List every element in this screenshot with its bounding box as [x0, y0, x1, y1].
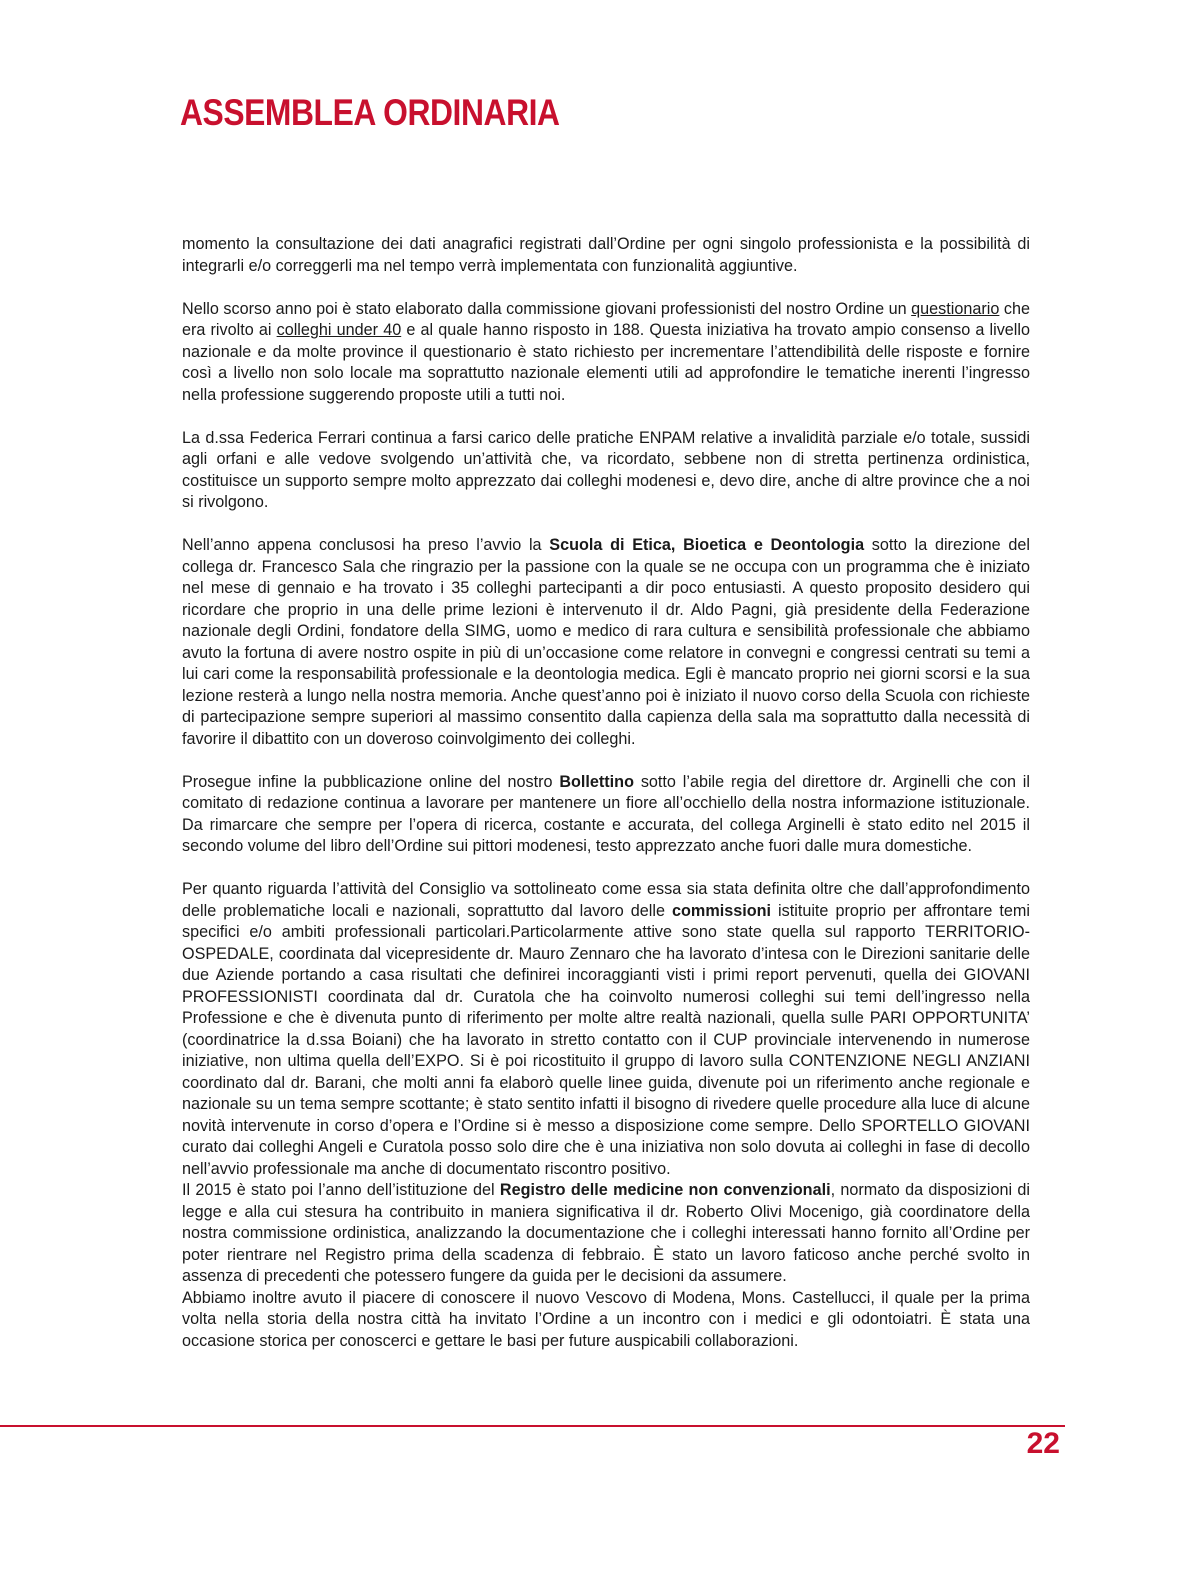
paragraph-commissioni: Per quanto riguarda l’attività del Consiglio va sottolineato come essa sia stata definita oltre che dall’approfondimento delle problematiche locali e nazionali, soprattutto dal lavoro delle commissioni istituite proprio per affrontare temi specifici e/o ambiti professionali particolari.Particolarmente attive sono state quella sul rapporto TERRITORIO-OSPEDALE, coordinata dal vicepresidente dr. Mauro Zennaro che ha lavorato d’intesa con le Direzioni sanitarie delle due Aziende portando a casa risultati che definirei incoraggianti visti i primi report pervenuti, quella dei GIOVANI PROFESSIONISTI coordinata dal dr. Curatola che ha coinvolto numerosi colleghi sui temi dell’ingresso nella Professione e che è divenuta punto di riferimento per molte altre realtà nazionali, quella sulle PARI OPPORTUNITA’ (coordinatrice la d.ssa Boiani) che ha lavorato in stretto contatto con il CUP provinciale intervenendo in numerose iniziative, non ultima quella dell’EXPO. Si è poi ricostituito il gruppo di lavoro sulla CONTENZIONE NEGLI ANZIANI coordinato dal dr. Barani, che molti anni fa elaborò quelle linee guida, divenute poi un riferimento anche regionale e nazionale su un tema sempre scottante; è stato sentito infatti il bisogno di rivedere quelle procedure alla luce di alcune novità intervenute in corso d’opera e l’Ordine si è messo a disposizione come sempre. Dello SPORTELLO GIOVANI curato dai colleghi Angeli e Curatola posso solo dire che è una iniziativa non solo dovuta ai colleghi in fase di decollo nell’avvio professionale ma anche di documentato riscontro positivo. [182, 880, 1030, 1178]
footer-divider [0, 1425, 1065, 1427]
bollettino-title: Bollettino [559, 772, 634, 791]
registro-title: Registro delle medicine non convenzionali [499, 1181, 831, 1199]
page-title: ASSEMBLEA ORDINARIA [180, 92, 560, 133]
paragraph-questionario: Nello scorso anno poi è stato elaborato dalla commissione giovani professionisti del nostro Ordine un questionario che era rivolto ai colleghi under 40 e al quale hanno risposto in 188. Questa iniziativa ha trovato ampio consenso a livello nazionale e da molte province il questionario è stato richiesto per incrementare l’attendibilità delle risposte e fornire così a livello non solo locale ma soprattutto nazionale elementi utili ad approfondire le tematiche inerenti l’ingresso nella professione suggerendo proposte utili a tutti noi. [182, 299, 1030, 404]
paragraph-registro: Il 2015 è stato poi l’anno dell’istituzione del Registro delle medicine non convenzionali, normato da disposizioni di legge e alla cui stesura ha contribuito in maniera significativa il dr. Roberto Olivi Mocenigo, già coordinatore della nostra commissione ordinistica, analizzando la documentazione che i colleghi interessati hanno fornito all’Ordine per poter rientrare nel Registro prima della scadenza di febbraio. È stato un lavoro faticoso anche perché svolto in assenza di precedenti che potessero fungere da guida per le decisioni da assumere. [182, 1181, 1030, 1285]
paragraph-bollettino: Prosegue infine la pubblicazione online del nostro Bollettino sotto l’abile regia del direttore dr. Arginelli che con il comitato di redazione continua a lavorare per mantenere un fiore all’occhiello della nostra informazione istituzionale. Da rimarcare che sempre per l’opera di ricerca, costante e accurata, del collega Arginelli è stato edito nel 2015 il secondo volume del libro dell’Ordine sui pittori modenesi, testo apprezzato anche fuori dalle mura domestiche. [182, 772, 1030, 855]
colleghi-under-40-link[interactable]: colleghi under 40 [276, 321, 402, 339]
commissioni-title: commissioni [672, 901, 771, 920]
article-body [182, 234, 1030, 1352]
paragraph-enpam: La d.ssa Federica Ferrari continua a farsi carico delle pratiche ENPAM relative a invalidità parziale e/o totale, sussidi agli orfani e alle vedove svolgendo un’attività che, va ricordato, sebbene non di stretta pertinenza ordinistica, costituisce un supporto sempre molto apprezzato dai colleghi modenesi e, devo dire, anche di altre province che a noi si rivolgono. [182, 428, 1030, 511]
paragraph-vescovo: Abbiamo inoltre avuto il piacere di conoscere il nuovo Vescovo di Modena, Mons. Castellucci, il quale per la prima volta nella storia della nostra città ha invitato l’Ordine a un incontro con i medici e gli odontoiatri. È stata una occasione storica per conoscerci e gettare le basi per future auspicabili collaborazioni. [182, 1288, 1030, 1350]
scuola-etica-title: Scuola di Etica, Bioetica e Deontologia [549, 536, 865, 554]
paragraph-anagrafe: momento la consultazione dei dati anagrafici registrati dall’Ordine per ogni singolo professionista e la possibilità di integrarli e/o correggerli ma nel tempo verrà implementata con funzionalità aggiuntive. [182, 235, 1030, 275]
questionario-link[interactable]: questionario [911, 299, 1000, 318]
paragraph-scuola-etica: Nell’anno appena conclusosi ha preso l’avvio la Scuola di Etica, Bioetica e Deontologia sotto la direzione del collega dr. Francesco Sala che ringrazio per la passione con la quale se ne occupa con un programma che è iniziato nel mese di gennaio e ha trovato i 35 colleghi partecipanti a dir poco entusiasti. A questo proposito desidero qui ricordare che proprio in una delle prime lezioni è intervenuto il dr. Aldo Pagni, già presidente della Federazione nazionale degli Ordini, fondatore della SIMG, uomo e medico di rara cultura e sensibilità professionale che abbiamo avuto la fortuna di avere nostro ospite in più di un’occasione come relatore in convegni e congressi centrati su temi a lui cari come la responsabilità professionale e la deontologia medica. Egli è mancato proprio nei giorni scorsi e la sua lezione resterà a lungo nella nostra memoria. Anche quest’anno poi è iniziato il nuovo corso della Scuola con richieste di partecipazione sempre superiori al massimo consentito dalla capienza della sala ma soprattutto dalla necessità di favorire il dibattito con un doveroso coinvolgimento dei colleghi. [182, 536, 1030, 748]
page-number: 22 [1026, 1427, 1060, 1460]
